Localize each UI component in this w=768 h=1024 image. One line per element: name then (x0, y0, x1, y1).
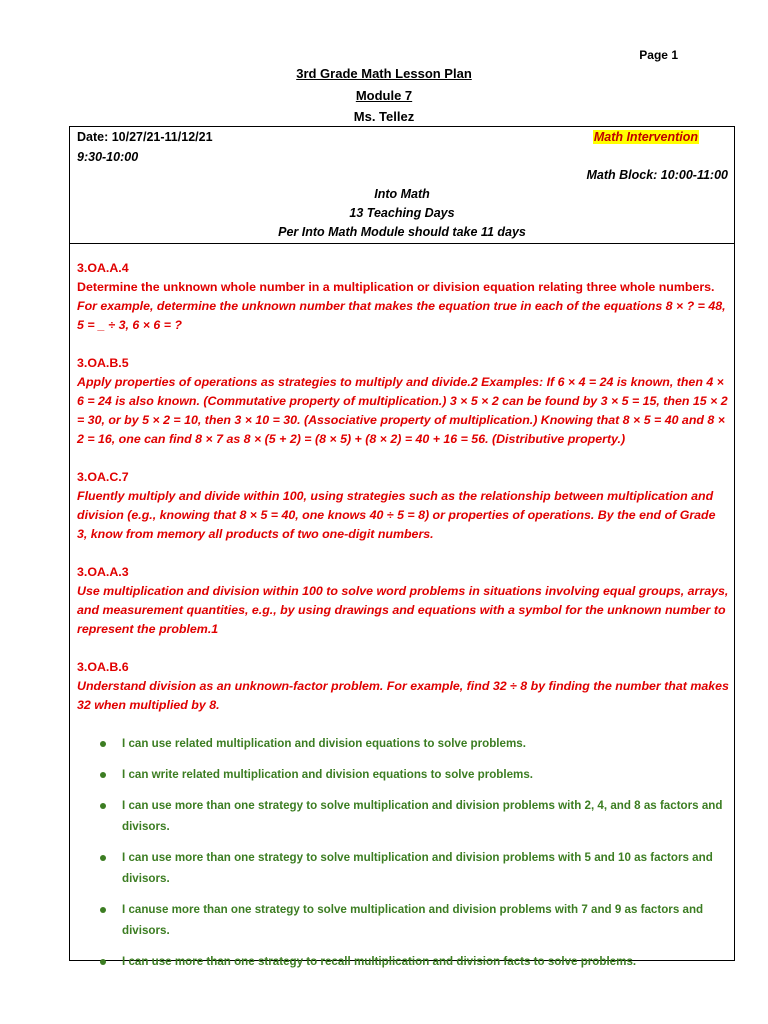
standard-block (77, 354, 729, 449)
list-item (97, 764, 727, 785)
header-cell (70, 127, 734, 244)
standard-code: 3.OA.A.4 (77, 261, 129, 275)
math-block-time: Math Block: 10:00-11:00 (586, 168, 728, 182)
list-item (97, 847, 727, 889)
standard-block (77, 259, 729, 335)
goal-text: I can use related multiplication and division equations to solve problems. (122, 737, 526, 750)
program-name: Into Math (374, 187, 430, 201)
standard-example: Use multiplication and division within 100 to solve word problems in situations involving equal groups, arrays, and measurement quantities, e.g., by using drawings and equations with a symbol for the unknown number to represent the problem.1 (77, 584, 729, 636)
module-title (0, 88, 768, 103)
lesson-table (69, 126, 735, 968)
standard-example: Understand division as an unknown-factor problem. For example, find 32 ÷ 8 by finding the number that makes 32 when multiplied by 8. (77, 679, 729, 712)
list-item (97, 795, 727, 837)
math-intervention-label: Math Intervention (593, 130, 698, 144)
learning-goals-list (97, 733, 727, 982)
title-line-1: 3rd Grade Math Lesson Plan (296, 66, 472, 81)
bullet-icon (100, 803, 106, 809)
bullet-icon (100, 907, 106, 913)
standard-example: Apply properties of operations as strategies to multiply and divide.2 Examples: If 6 × 4 = 24 is known, then 4 × 6 = 24 is also known. (Commutative property of multiplication.) 3 × 5 × 2 can be found by 3 × 5 = 15, then 15 × 2 = 30, or by 5 × 2 = 10, then 3 × 10 = 30. (Associative property of multiplication.) Knowing that 8 × 5 = 40 and 8 × 2 = 16, one can find 8 × 7 as 8 × (5 + 2) = (8 × 5) + (8 × 2) = 40 + 16 = 56. (Distributive property.) (77, 375, 728, 446)
page-number: Page 1 (639, 48, 678, 62)
list-item (97, 951, 727, 972)
bullet-icon (100, 959, 106, 965)
goal-text: I canuse more than one strategy to solve multiplication and division problems with 7 and 9 as factors and divisors. (122, 903, 704, 937)
standard-code: 3.OA.A.3 (77, 565, 129, 579)
standard-example: Fluently multiply and divide within 100, using strategies such as the relationship between multiplication and division (e.g., knowing that 8 × 5 = 40, one knows 40 ÷ 5 = 8) or properties of operations. By the end of Grade 3, know from memory all products of two one-digit numbers. (77, 489, 716, 541)
list-item (97, 899, 727, 941)
standard-code: 3.OA.B.6 (77, 660, 129, 674)
title-line-2: Module 7 (355, 88, 413, 103)
goal-text: I can use more than one strategy to solve multiplication and division problems with 2, 4, and 8 as factors and divisors. (122, 799, 723, 833)
title-line-3: Ms. Tellez (353, 109, 415, 124)
standard-text: Determine the unknown whole number in a multiplication or division equation relating three whole numbers. (77, 280, 715, 294)
bullet-icon (100, 772, 106, 778)
intervention-time: 9:30-10:00 (77, 150, 139, 164)
standard-code: 3.OA.C.7 (77, 470, 129, 484)
bullet-icon (100, 855, 106, 861)
goal-text: I can write related multiplication and division equations to solve problems. (122, 768, 534, 781)
bullet-icon (100, 741, 106, 747)
document-title (0, 66, 768, 81)
goal-text: I can use more than one strategy to solve multiplication and division problems with 5 and 10 as factors and divisors. (122, 851, 713, 885)
teaching-days: 13 Teaching Days (349, 206, 455, 220)
teacher-name (0, 109, 768, 124)
date-range: Date: 10/27/21-11/12/21 (77, 130, 213, 144)
module-note: Per Into Math Module should take 11 days (278, 225, 526, 239)
standard-code: 3.OA.B.5 (77, 356, 129, 370)
goal-text: I can use more than one strategy to recall multiplication and division facts to solve problems. (122, 955, 637, 968)
standard-block (77, 658, 729, 715)
standard-block (77, 468, 729, 544)
standard-example: For example, determine the unknown number that makes the equation true in each of the equations 8 × ? = 48, 5 = _ ÷ 3, 6 × 6 = ? (77, 299, 726, 332)
standards-section (77, 259, 729, 715)
standard-description (77, 278, 729, 335)
list-item (97, 733, 727, 754)
standard-block (77, 563, 729, 639)
